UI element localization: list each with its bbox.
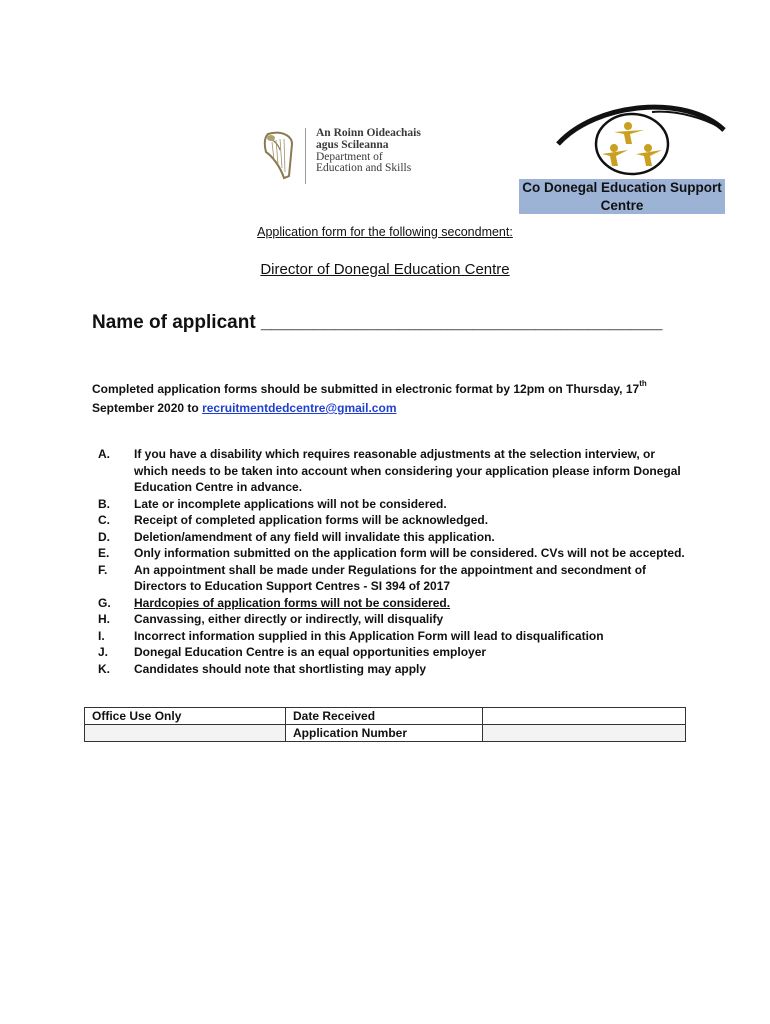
department-line: An Roinn Oideachais: [316, 127, 421, 139]
list-text: Hardcopies of application forms will not be considered.: [134, 595, 451, 610]
date-received-value[interactable]: [483, 708, 686, 725]
instructions-text: Completed application forms should be submitted in electronic format by 12pm on Thursday, 17: [92, 382, 640, 396]
office-use-table: [84, 707, 686, 742]
list-text: An appointment shall be made under Regulations for the appointment and secondment of Directors to Education Support Centres - SI 394 of 2017: [134, 562, 647, 593]
department-name: [316, 128, 421, 175]
list-text: Incorrect information supplied in this Application Form will lead to disqualification: [134, 628, 604, 643]
applicant-name-blank[interactable]: ______________________________________: [260, 312, 663, 333]
list-text: Deletion/amendment of any field will invalidate this application.: [134, 529, 495, 544]
list-item: [92, 512, 692, 529]
list-text: Receipt of completed application forms will be acknowledged.: [134, 513, 489, 527]
harp-icon: [262, 130, 296, 180]
instructions-text-2: September 2020 to: [92, 401, 199, 415]
table-row: [85, 725, 686, 742]
list-item: [92, 628, 692, 645]
table-row: [85, 708, 686, 725]
list-item: [92, 529, 692, 546]
list-letter: H.: [98, 612, 110, 626]
list-item: [92, 562, 692, 595]
list-letter: K.: [98, 661, 110, 676]
department-line: Education and Skills: [316, 162, 412, 175]
list-letter: I.: [98, 628, 105, 643]
list-item: [92, 595, 692, 612]
list-letter: B.: [98, 496, 110, 511]
list-item: [92, 611, 692, 628]
list-item: [92, 496, 692, 513]
list-text: Canvassing, either directly or indirectly, will disqualify: [134, 612, 444, 626]
centre-name-box: Co Donegal Education Support Centre: [519, 179, 725, 214]
list-letter: J.: [98, 645, 109, 659]
list-text: Donegal Education Centre is an equal opportunities employer: [134, 645, 487, 659]
list-text: If you have a disability which requires reasonable adjustments at the selection interview, or which needs to be taken into account when considering your application please inform Donegal Education Centre in advance.: [134, 447, 681, 494]
list-letter: G.: [98, 595, 111, 610]
logo-divider: [305, 128, 306, 184]
date-suffix: th: [639, 379, 647, 388]
list-letter: C.: [98, 513, 110, 527]
post-title: Director of Donegal Education Centre: [260, 261, 510, 278]
applicant-name-field[interactable]: [92, 312, 662, 334]
application-number-label: Application Number: [286, 725, 483, 742]
list-letter: E.: [98, 546, 110, 560]
list-letter: A.: [98, 447, 110, 461]
list-text: Only information submitted on the application form will be considered. CVs will not be accepted.: [134, 546, 685, 560]
list-item: [92, 644, 692, 661]
office-use-label: Office Use Only: [85, 708, 286, 725]
list-text: Candidates should note that shortlisting may apply: [134, 661, 427, 676]
department-line: agus Scileanna: [316, 138, 389, 151]
submission-instructions: [92, 380, 692, 418]
department-logo: [262, 126, 432, 186]
rules-list: [92, 446, 692, 677]
eye-figures-icon: [556, 100, 726, 180]
office-use-blank: [85, 725, 286, 742]
email-link[interactable]: recruitmentdedcentre@gmail.com: [202, 401, 397, 415]
list-letter: D.: [98, 529, 110, 544]
list-item: [92, 545, 692, 562]
list-item: [92, 446, 692, 496]
list-text: Late or incomplete applications will not be considered.: [134, 496, 447, 511]
list-letter: F.: [98, 562, 108, 577]
list-item: [92, 661, 692, 678]
application-number-value[interactable]: [483, 725, 686, 742]
department-line: Department of: [316, 150, 383, 163]
form-heading: Application form for the following secondment:: [257, 225, 513, 239]
date-received-label: Date Received: [286, 708, 483, 725]
applicant-name-label: Name of applicant: [92, 312, 256, 333]
